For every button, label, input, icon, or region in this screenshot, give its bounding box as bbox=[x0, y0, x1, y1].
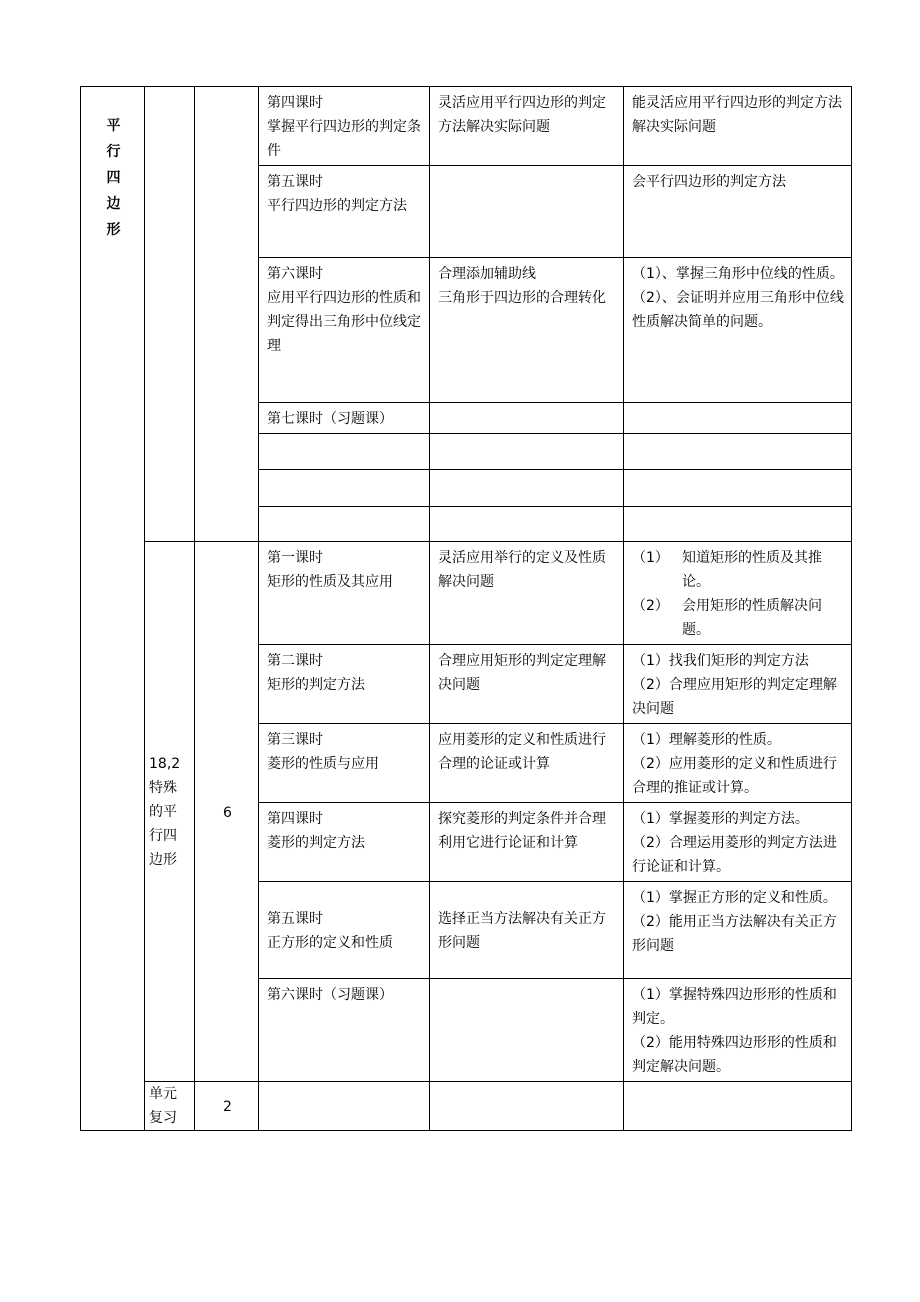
lesson-cell: 第五课时 平行四边形的判定方法 bbox=[259, 166, 430, 258]
lesson-plan-table bbox=[80, 86, 852, 1131]
lesson-cell: 第四课时 菱形的判定方法 bbox=[259, 803, 430, 882]
method-cell: 应用菱形的定义和性质进行合理的论证或计算 bbox=[430, 724, 624, 803]
method-cell bbox=[430, 166, 624, 258]
lesson-cell: 第三课时 菱形的性质与应用 bbox=[259, 724, 430, 803]
lesson-cell: 第六课时（习题课） bbox=[259, 979, 430, 1082]
goal-cell: （1）掌握特殊四边形形的性质和判定。 （2）能用特殊四边形形的性质和判定解决问题。 bbox=[624, 979, 852, 1082]
section-hours-empty bbox=[195, 87, 259, 542]
lesson-cell: 第二课时 矩形的判定方法 bbox=[259, 645, 430, 724]
review-hours: 2 bbox=[195, 1082, 259, 1131]
method-cell: 灵活应用平行四边形的判定方法解决实际问题 bbox=[430, 87, 624, 166]
goal-cell: （1）理解菱形的性质。 （2）应用菱形的定义和性质进行合理的推证或计算。 bbox=[624, 724, 852, 803]
goal-cell: （1）掌握菱形的判定方法。 （2）合理运用菱形的判定方法进行论证和计算。 bbox=[624, 803, 852, 882]
lesson-cell: 第五课时 正方形的定义和性质 bbox=[259, 882, 430, 979]
table-row bbox=[81, 542, 852, 645]
lesson-cell: 第一课时 矩形的性质及其应用 bbox=[259, 542, 430, 645]
method-cell: 合理添加辅助线 三角形于四边形的合理转化 bbox=[430, 258, 624, 403]
method-cell bbox=[430, 403, 624, 434]
unit-name: 平 行 四 边 形 bbox=[81, 87, 145, 1131]
goal-cell: （1） 知道矩形的性质及其推论。 （2） 会用矩形的性质解决问题。 bbox=[624, 542, 852, 645]
goal-cell: （1）找我们矩形的判定方法 （2）合理应用矩形的判定定理解决问题 bbox=[624, 645, 852, 724]
goal-cell: 会平行四边形的判定方法 bbox=[624, 166, 852, 258]
method-cell: 灵活应用举行的定义及性质解决问题 bbox=[430, 542, 624, 645]
lesson-cell: 第七课时（习题课） bbox=[259, 403, 430, 434]
table-row bbox=[81, 87, 852, 166]
goal-cell: （1）、掌握三角形中位线的性质。 （2）、会证明并应用三角形中位线性质解决简单的问题。 bbox=[624, 258, 852, 403]
method-cell: 选择正当方法解决有关正方形问题 bbox=[430, 882, 624, 979]
section-hours: 6 bbox=[195, 542, 259, 1082]
lesson-cell: 第四课时 掌握平行四边形的判定条件 bbox=[259, 87, 430, 166]
goal-cell: 能灵活应用平行四边形的判定方法解决实际问题 bbox=[624, 87, 852, 166]
method-cell: 合理应用矩形的判定定理解决问题 bbox=[430, 645, 624, 724]
review-name: 单元 复习 bbox=[145, 1082, 195, 1131]
method-cell bbox=[430, 979, 624, 1082]
method-cell: 探究菱形的判定条件并合理利用它进行论证和计算 bbox=[430, 803, 624, 882]
lesson-cell: 第六课时 应用平行四边形的性质和判定得出三角形中位线定理 bbox=[259, 258, 430, 403]
goal-cell: （1）掌握正方形的定义和性质。 （2）能用正当方法解决有关正方形问题 bbox=[624, 882, 852, 979]
table-row bbox=[81, 1082, 852, 1131]
section-name: 18,2 特殊 的平 行四 边形 bbox=[145, 542, 195, 1082]
goal-cell bbox=[624, 403, 852, 434]
section-name-empty bbox=[145, 87, 195, 542]
